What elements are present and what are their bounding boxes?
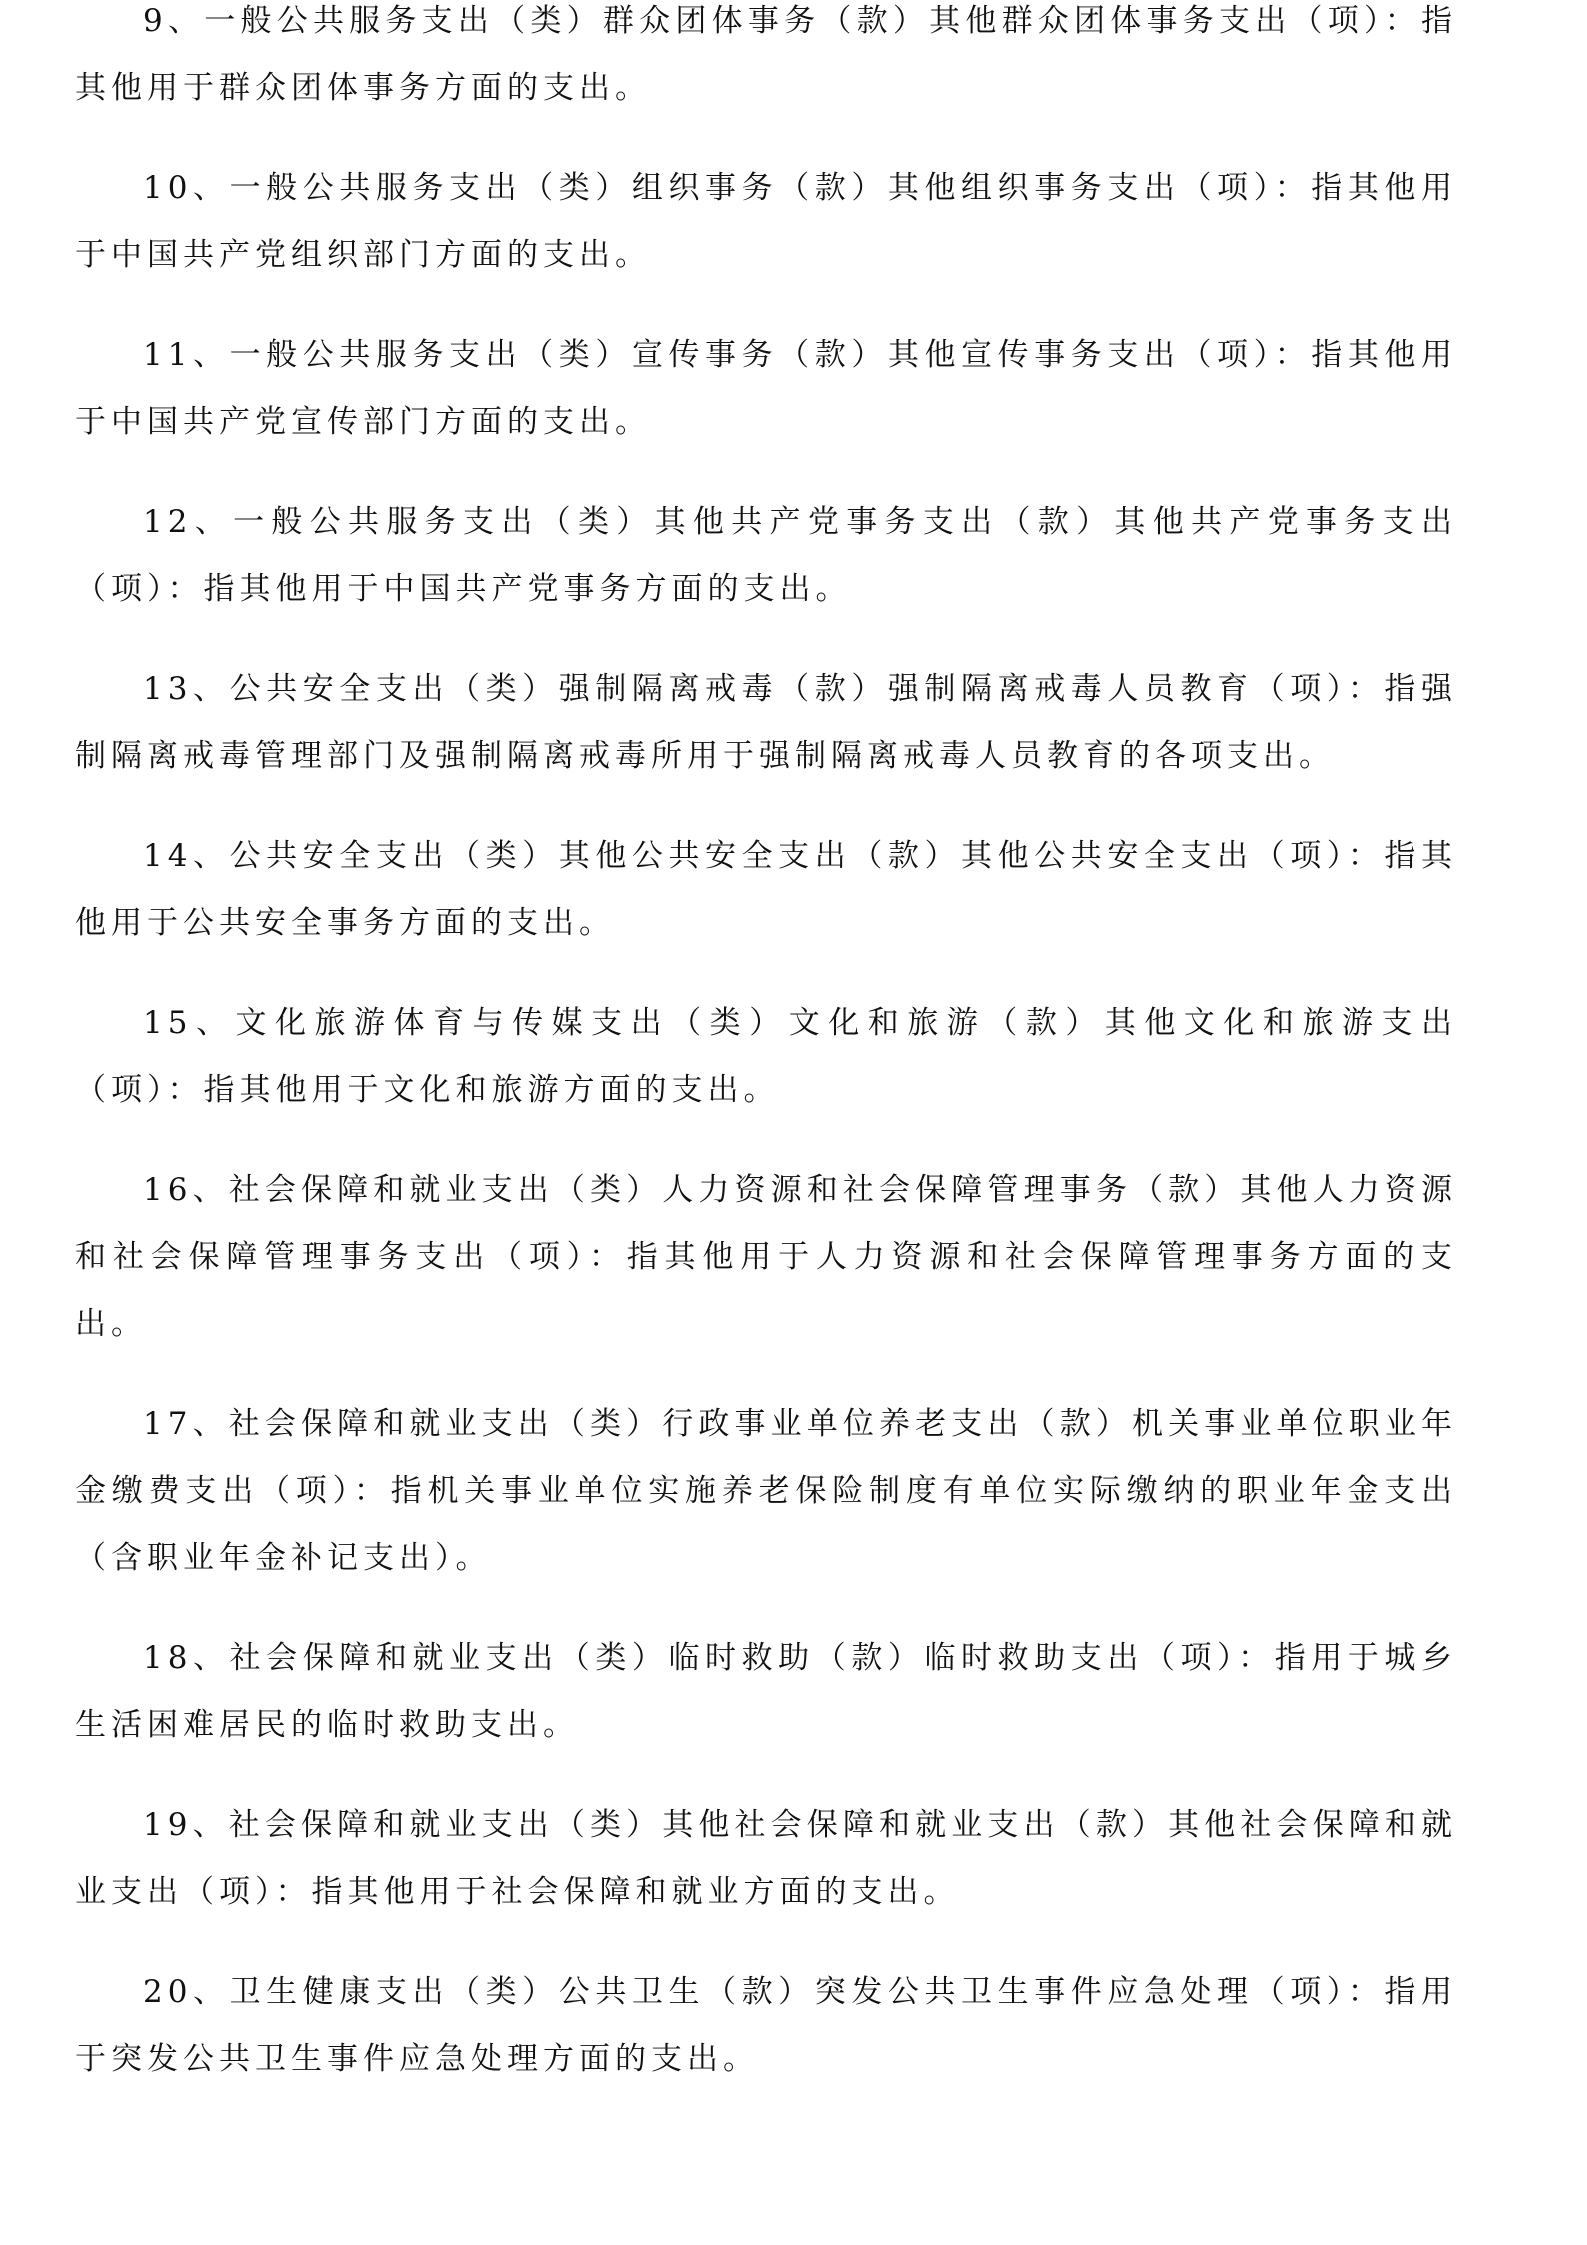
paragraph-item-15: 15、文化旅游体育与传媒支出（类）文化和旅游（款）其他文化和旅游支出（项）：指其他用于文化和旅游方面的支出。 (75, 1005, 1457, 1108)
paragraph-item-12: 12、一般公共服务支出（类）其他共产党事务支出（款）其他共产党事务支出（项）：指其他用于中国共产党事务方面的支出。 (75, 504, 1457, 607)
paragraph-item-10: 10、一般公共服务支出（类）组织事务（款）其他组织事务支出（项）：指其他用于中国共产党组织部门方面的支出。 (75, 170, 1457, 273)
paragraph-item-19: 19、社会保障和就业支出（类）其他社会保障和就业支出（款）其他社会保障和就业支出（项）：指其他用于社会保障和就业方面的支出。 (75, 1807, 1457, 1910)
paragraph-item-16: 16、社会保障和就业支出（类）人力资源和社会保障管理事务（款）其他人力资源和社会保障管理事务支出（项）：指其他用于人力资源和社会保障管理事务方面的支出。 (75, 1172, 1457, 1342)
paragraph-item-11: 11、一般公共服务支出（类）宣传事务（款）其他宣传事务支出（项）：指其他用于中国共产党宣传部门方面的支出。 (75, 337, 1457, 440)
paragraph-item-14: 14、公共安全支出（类）其他公共安全支出（款）其他公共安全支出（项）：指其他用于公共安全事务方面的支出。 (75, 838, 1457, 941)
paragraph-item-13: 13、公共安全支出（类）强制隔离戒毒（款）强制隔离戒毒人员教育（项）：指强制隔离戒毒管理部门及强制隔离戒毒所用于强制隔离戒毒人员教育的各项支出。 (75, 671, 1457, 774)
paragraph-item-17: 17、社会保障和就业支出（类）行政事业单位养老支出（款）机关事业单位职业年金缴费支出（项）：指机关事业单位实施养老保险制度有单位实际缴纳的职业年金支出（含职业年金补记支出）。 (75, 1406, 1457, 1576)
paragraph-item-9: 9、一般公共服务支出（类）群众团体事务（款）其他群众团体事务支出（项）：指其他用于群众团体事务方面的支出。 (75, 3, 1457, 106)
paragraph-item-18: 18、社会保障和就业支出（类）临时救助（款）临时救助支出（项）：指用于城乡生活困难居民的临时救助支出。 (75, 1640, 1457, 1743)
paragraph-item-20: 20、卫生健康支出（类）公共卫生（款）突发公共卫生事件应急处理（项）：指用于突发公共卫生事件应急处理方面的支出。 (75, 1974, 1457, 2077)
